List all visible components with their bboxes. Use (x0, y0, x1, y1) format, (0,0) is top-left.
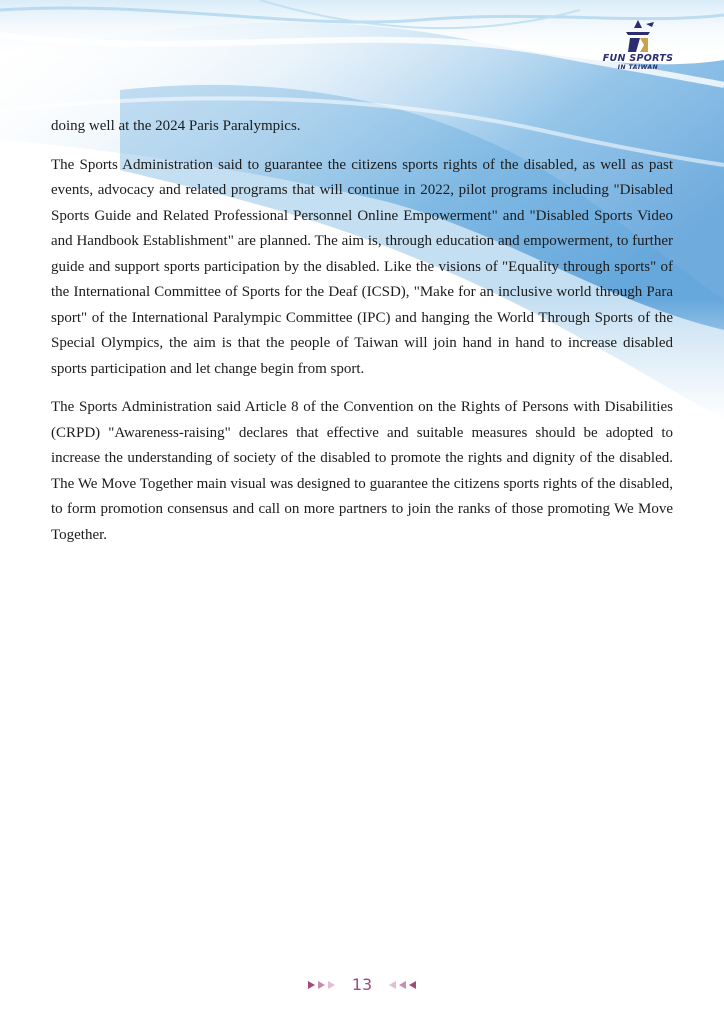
page-footer (0, 974, 724, 994)
right-arrows-icon (307, 975, 337, 994)
logo-subtitle: IN TAIWAN (617, 64, 659, 71)
left-arrows-icon (387, 975, 417, 994)
paragraph: The Sports Administration said Article 8 of the Convention on the Rights of Persons with Disabilities (CRPD) "Awareness-raising" declares that effective and suitable measures should be adopted to increase the understanding of society of the disabled to promote the rights and dignity of the disabled. The We Move Together main visual was designed to guarantee the citizens sports rights of the disabled, to form promotion consensus and call on more partners to join the ranks of those promoting We Move Together. (51, 399, 673, 543)
page-number: 13 (351, 975, 373, 994)
athlete-logo-icon (618, 18, 658, 54)
logo-title: FUN SPORTS (602, 53, 674, 64)
fun-sports-logo (600, 18, 676, 80)
paragraph: doing well at the 2024 Paris Paralympics. (51, 118, 301, 134)
paragraph: The Sports Administration said to guarantee the citizens sports rights of the disabled, as well as past events, advocacy and related programs that will continue in 2022, pilot programs including "Disabled Sports Guide and Related Professional Personnel Online Empowerment" and "Disabled Sports Video and Handbook Establishment" are planned. The aim is, through education and empowerment, to further guide and support sports participation by the disabled. Like the visions of "Equality through sports" of the International Committee of Sports for the Deaf (ICSD), "Make for an inclusive world through Para sport" of the International Paralympic Committee (IPC) and hanging the World Through Sports of the Special Olympics, the aim is that the people of Taiwan will join hand in hand to increase disabled sports participation and let change begin from sport. (51, 156, 673, 377)
article-body (51, 114, 673, 561)
